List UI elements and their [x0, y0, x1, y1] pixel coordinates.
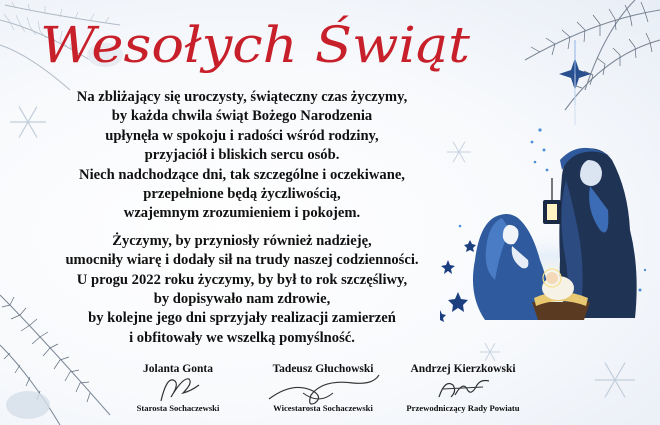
greeting-paragraph-1	[40, 88, 444, 224]
card-title-text: Wesołych Świąt	[40, 16, 437, 74]
greeting-line: przepełnione będą życzliwością,	[143, 186, 341, 203]
signatory-name: Tadeusz Głuchowski	[272, 363, 374, 375]
greeting-line: Niech nadchodzące dni, tak szczególne i oczekiwane,	[79, 166, 405, 183]
nativity-illustration	[440, 120, 655, 335]
greeting-line: by dopisywało nam zdrowie,	[153, 291, 331, 308]
greeting-message	[40, 88, 444, 348]
greeting-line: i obfitowały we wszelką pomyślność.	[129, 329, 355, 346]
greeting-line: przyjaciół i bliskich sercu osób.	[144, 147, 340, 164]
greeting-line: wzajemnym zrozumieniem i pokojem.	[123, 205, 361, 222]
greeting-paragraph-2	[40, 232, 444, 348]
signatory-2	[258, 363, 388, 421]
signatory-role: Wicestarosta Sochaczewski	[273, 403, 373, 413]
greeting-line: Na zbliżający się uroczysty, świąteczny czas życzymy,	[76, 89, 408, 105]
handwritten-signature	[433, 371, 493, 403]
signatory-role: Przewodniczący Rady Powiatu	[406, 403, 520, 413]
snowflake-icon	[590, 355, 640, 405]
signatory-1	[118, 363, 238, 421]
signatory-3	[398, 363, 528, 421]
greeting-line: U progu 2022 roku życzymy, by był to rok szczęśliwy,	[76, 271, 408, 288]
signatory-name: Andrzej Kierzkowski	[410, 363, 516, 375]
greeting-line: by kolejne jego dni sprzyjały realizacji zamierzeń	[88, 310, 396, 327]
signatory-name: Jolanta Gonta	[143, 363, 213, 375]
pine-branch-top-right-decoration	[455, 0, 660, 130]
greeting-line: upłynęła w spokoju i radości wśród rodziny,	[105, 127, 379, 144]
greeting-line: by każda chwila świąt Bożego Narodzenia	[111, 108, 373, 125]
card-title	[40, 6, 480, 76]
snowflake-icon	[478, 340, 502, 364]
signatory-role: Starosta Sochaczewski	[136, 403, 220, 413]
greeting-line: Życzymy, by przyniosły również nadzieję,	[112, 232, 372, 249]
greeting-line: umocniły wiarę i dodały sił na trudy naszej codzienności.	[65, 252, 419, 269]
handwritten-signature	[153, 371, 203, 405]
